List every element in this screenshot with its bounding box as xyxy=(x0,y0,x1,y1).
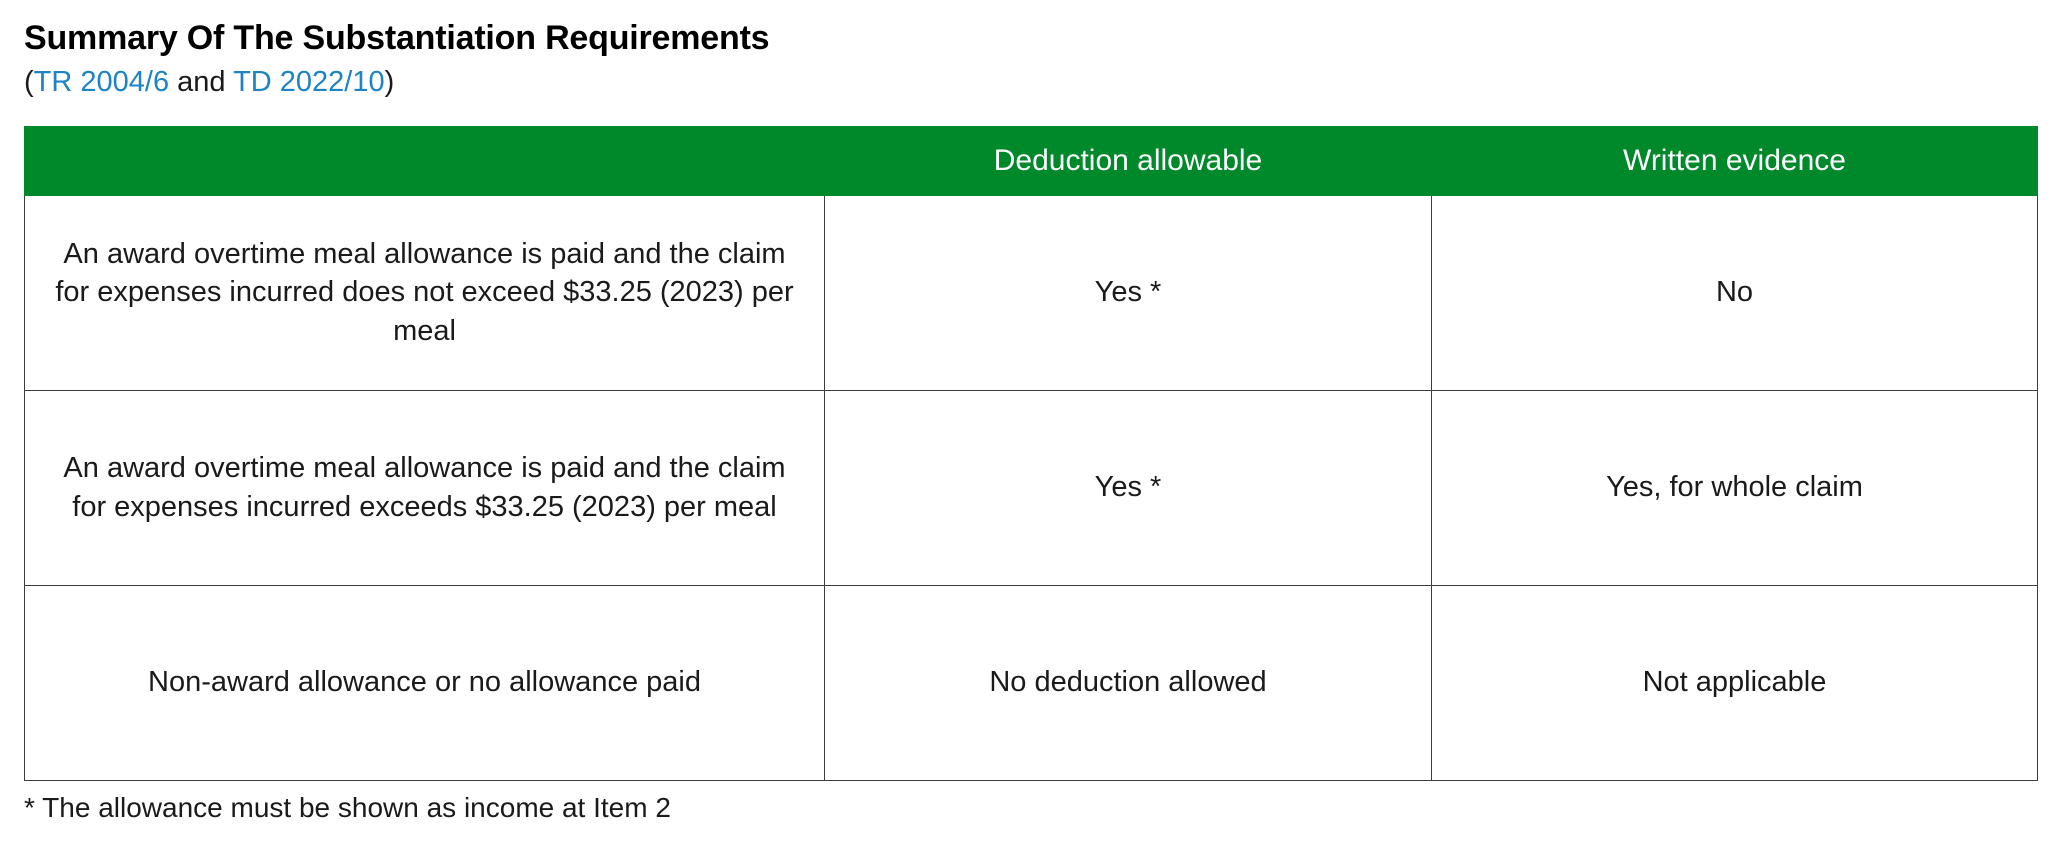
cell-deduction: Yes * xyxy=(825,195,1432,390)
paren-close: ) xyxy=(384,65,395,98)
link-tr-2004-6[interactable]: TR 2004/6 xyxy=(33,65,170,98)
cell-evidence: Not applicable xyxy=(1432,585,2038,780)
cell-description: An award overtime meal allowance is paid and the claim for expenses incurred exceeds $33.25 (2023) per meal xyxy=(25,390,825,585)
column-header-written-evidence: Written evidence xyxy=(1432,126,2038,195)
cell-deduction: No deduction allowed xyxy=(825,585,1432,780)
conjunction-text: and xyxy=(169,65,234,98)
page-title: Summary Of The Substantiation Requirements xyxy=(24,19,770,57)
cell-description: An award overtime meal allowance is paid and the claim for expenses incurred does not exceed $33.25 (2023) per meal xyxy=(25,195,825,390)
cell-evidence: Yes, for whole claim xyxy=(1432,390,2038,585)
column-header-description xyxy=(25,126,825,195)
cell-deduction: Yes * xyxy=(825,390,1432,585)
column-header-deduction-allowable: Deduction allowable xyxy=(825,126,1432,195)
table-header-row xyxy=(25,126,2038,195)
paren-open: ( xyxy=(24,65,34,98)
table-row xyxy=(25,585,2038,780)
document-references xyxy=(24,65,2037,100)
substantiation-requirements-table xyxy=(24,126,2038,781)
cell-evidence: No xyxy=(1432,195,2038,390)
table-footnote: * The allowance must be shown as income at Item 2 xyxy=(24,791,671,823)
table-row xyxy=(25,390,2038,585)
link-td-2022-10[interactable]: TD 2022/10 xyxy=(233,65,385,98)
table-row xyxy=(25,195,2038,390)
cell-description: Non-award allowance or no allowance paid xyxy=(25,585,825,780)
